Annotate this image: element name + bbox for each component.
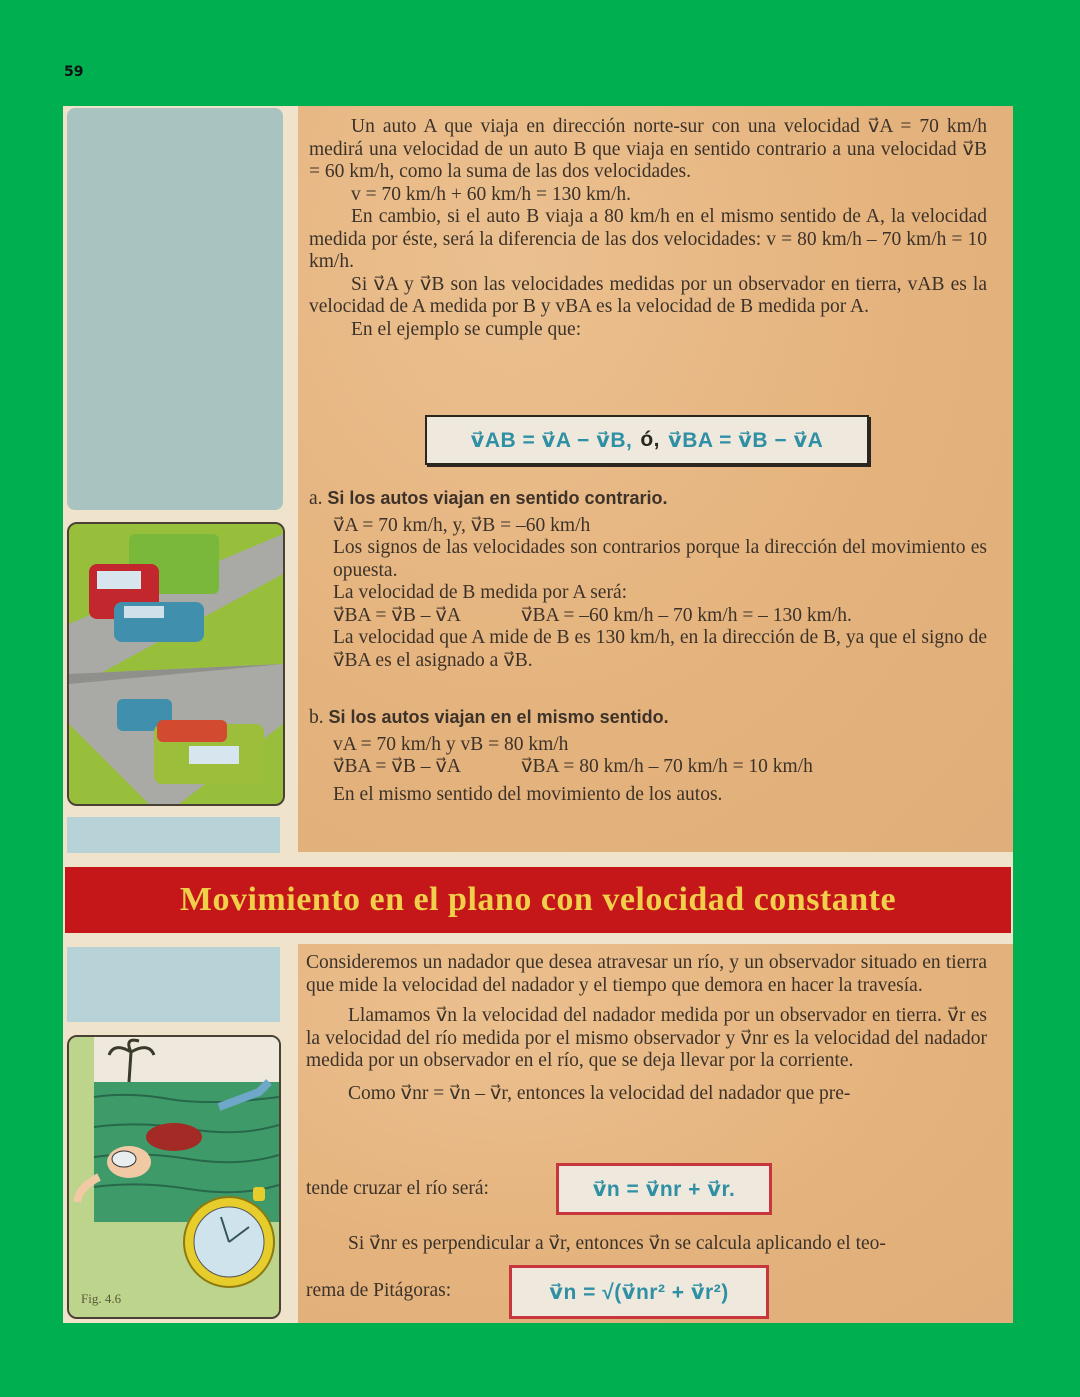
intro-paragraph-2: En cambio, si el auto B viaja a 80 km/h en el mismo sentido de A, la velocidad medida por éste, será la diferencia de las dos velocidades: v = 80 km/h – 70 km/h = 10 km/h.	[309, 206, 987, 272]
section-paragraph-3-continued: tende cruzar el río será:	[306, 1178, 489, 1199]
case-b-marker: b.	[309, 707, 324, 728]
swimmer-velocity-formula-box	[556, 1163, 772, 1215]
formula-vn-pythagoras: v⃗n = √(v⃗nr² + v⃗r²)	[549, 1280, 729, 1304]
formula-vba: v⃗BA = v⃗B − v⃗A	[668, 428, 824, 452]
case-b-paragraph-1: En el mismo sentido del movimiento de los autos.	[333, 783, 723, 805]
case-a-paragraph-3: La velocidad que A mide de B es 130 km/h, en la dirección de B, ya que el signo de v⃗BA es el asignado a v⃗B.	[333, 627, 987, 671]
intro-paragraph-3: Si v⃗A y v⃗B son las velocidades medidas por un observador en tierra, vAB es la velocidad de A medida por B y vBA es la velocidad de B medida por A.	[309, 273, 987, 317]
case-b-equation-left: v⃗BA = v⃗B – v⃗A	[333, 756, 461, 777]
intro-equation-1: v = 70 km/h + 60 km/h = 130 km/h.	[351, 183, 631, 205]
formula-vab: v⃗AB = v⃗A − v⃗B,	[470, 428, 633, 452]
intro-paragraph-4: En el ejemplo se cumple que:	[351, 318, 582, 340]
section-paragraph-1: Consideremos un nadador que desea atravesar un río, y un observador situado en tierra que mide la velocidad del nadador y el tiempo que demora en hacer la travesía.	[306, 952, 987, 996]
formula-vn-sum: v⃗n = v⃗nr + v⃗r.	[592, 1177, 736, 1201]
case-a-equation-right: v⃗BA = –60 km/h – 70 km/h = – 130 km/h.	[520, 604, 852, 626]
decorative-blue-strip-middle	[67, 817, 280, 853]
cars-illustration	[67, 522, 285, 806]
intro-paragraph-1: Un auto A que viaja en dirección norte-sur con una velocidad v⃗A = 70 km/h medirá una velocidad de un auto B que viaja en sentido contrario a una velocidad v⃗B = 60 km/h, como la suma de las dos velocidades.	[309, 116, 987, 182]
page-number: 59	[64, 64, 84, 80]
case-b-heading: Si los autos viajan en el mismo sentido.	[328, 707, 669, 727]
swimmer-stopwatch-icon	[69, 1037, 279, 1317]
swimmer-illustration	[67, 1035, 281, 1319]
case-b	[309, 706, 987, 806]
case-a-equation-left: v⃗BA = v⃗B – v⃗A	[333, 604, 461, 626]
case-a	[309, 487, 987, 672]
decorative-blue-panel-top	[67, 108, 283, 510]
section-text	[306, 952, 987, 1105]
intro-text	[309, 116, 987, 341]
case-a-marker: a.	[309, 488, 323, 509]
case-a-heading: Si los autos viajan en sentido contrario.	[327, 488, 668, 508]
case-a-paragraph-1: Los signos de las velocidades son contrarios porque la dirección del movimiento es opuesta.	[333, 537, 987, 581]
section-paragraph-2: Llamamos v⃗n la velocidad del nadador medida por un observador en tierra. v⃗r es la velocidad del río medida por el mismo observador y v⃗nr es la velocidad del nadador medida por un observador en el río, que se deja llevar por la corriente.	[306, 1005, 987, 1071]
section-paragraph-4-continued: rema de Pitágoras:	[306, 1280, 452, 1301]
case-b-given: vA = 70 km/h y vB = 80 km/h	[333, 733, 569, 755]
cars-highway-icon	[69, 524, 283, 804]
formula-separator: ó,	[640, 428, 660, 451]
figure-caption: Fig. 4.6	[81, 1291, 122, 1306]
book-page	[63, 106, 1013, 1323]
case-a-paragraph-2: La velocidad de B medida por A será:	[333, 582, 628, 603]
section-paragraph-4: Si v⃗nr es perpendicular a v⃗r, entonces v⃗n se calcula aplicando el teo-	[348, 1233, 886, 1254]
pythagoras-formula-box	[509, 1265, 769, 1319]
case-b-equation-right: v⃗BA = 80 km/h – 70 km/h = 10 km/h	[520, 756, 813, 777]
section-paragraph-3: Como v⃗nr = v⃗n – v⃗r, entonces la velocidad del nadador que pre-	[348, 1082, 851, 1104]
decorative-blue-strip-bottom	[67, 947, 280, 1022]
case-a-given: v⃗A = 70 km/h, y, v⃗B = –60 km/h	[333, 514, 591, 536]
relative-velocity-formula-box	[425, 415, 869, 465]
section-title-banner: Movimiento en el plano con velocidad constante	[65, 867, 1011, 933]
